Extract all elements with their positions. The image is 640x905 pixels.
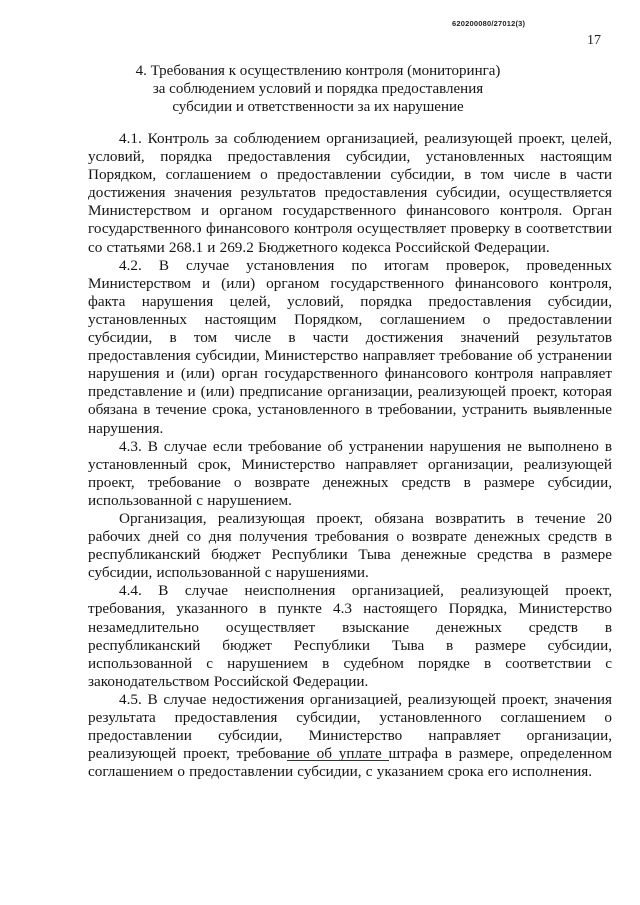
paragraph-4-5: 4.5. В случае недостижения организацией, реализующей проект, значения результата предоставления субсидии, установленного соглашением о предоставлении субсидии, Министерство направляет организации, реализующей проект, требование об уплате штрафа в размере, определенном соглашением о предоставлении субсидии, с указанием срока его исполнения. [88, 690, 612, 781]
paragraph-4-3: 4.3. В случае если требование об устранении нарушения не выполнено в установленный срок, Министерство направляет организации, реализующей проект, требование о возврате денежных средств в размере субсидии, использованной с нарушением. [88, 437, 612, 509]
section-title-line: субсидии и ответственности за их нарушение [172, 99, 464, 115]
paragraph-4-1: 4.1. Контроль за соблюдением организацией, реализующей проект, целей, условий, порядка предоставления субсидии, установленных настоящим Порядком, соглашением о предоставлении субсидии, в том числе в части достижения значения результатов предоставления субсидии, осуществляется Министерством и органом государственного финансового контроля. Орган государственного финансового контроля осуществляет проверку в соответствии со статьями 268.1 и 269.2 Бюджетного кодекса Российской Федерации. [88, 130, 612, 256]
end-separator-line [287, 760, 389, 761]
paragraph-4-4: 4.4. В случае неисполнения организацией, реализующей проект, требования, указанного в пункте 4.3 настоящего Порядка, Министерство незамедлительно осуществляет взыскание денежных средств в республиканский бюджет Республики Тыва в размере субсидии, использованной с нарушением в судебном порядке в соответствии с законодательством Российской Федерации. [88, 582, 612, 690]
paragraph-4-3-return: Организация, реализующая проект, обязана возвратить в течение 20 рабочих дней со дня получения требования о возврате денежных средств в республиканский бюджет Республики Тыва денежные средства в размере субсидии, использованной с нарушениями. [88, 509, 612, 582]
section-title-line: за соблюдением условий и порядка предоставления [152, 81, 484, 97]
page-number: 17 [587, 33, 601, 48]
section-title [88, 62, 548, 116]
section-body [88, 130, 612, 781]
section-title-line: 4. Требования к осуществлению контроля (мониторинга) [135, 63, 501, 79]
paragraph-4-2: 4.2. В случае установления по итогам проверок, проведенных Министерством и (или) органом государственного финансового контроля, факта нарушения целей, условий, порядка предоставления субсидии, установленных настоящим Порядком, соглашением о предоставлении субсидии, в том числе в части достижения значений результатов предоставления субсидии, Министерство направляет требование об устранении нарушения и (или) орган государственного финансового контроля направляет представление и (или) предписание организации, реализующей проект, которая обязана в течение срока, установленного в требовании, устранить выявленные нарушения. [88, 256, 612, 437]
document-code: 620200080/27012(3) [452, 19, 526, 28]
